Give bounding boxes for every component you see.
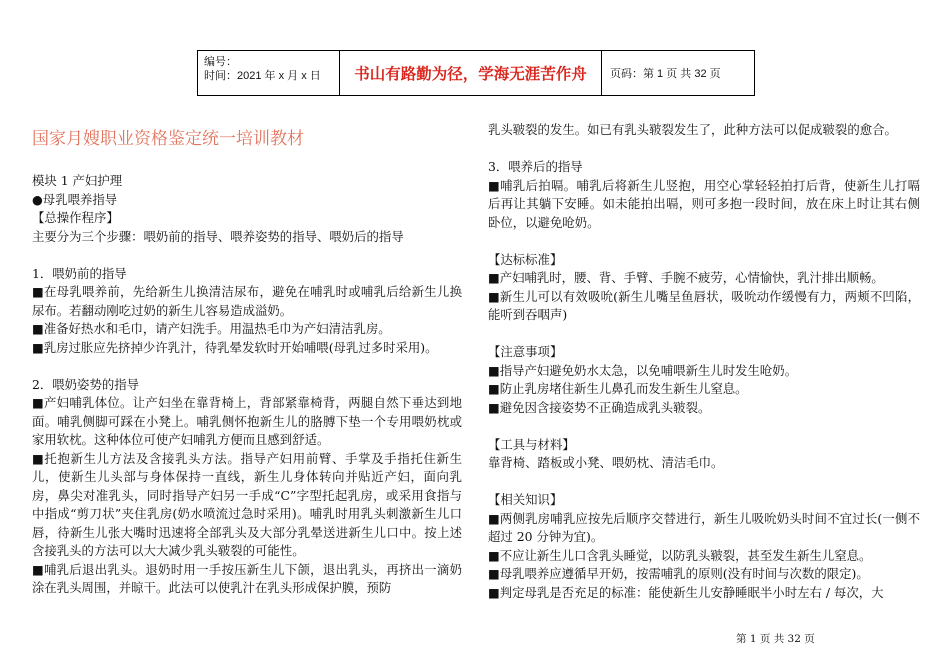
list-item: ■ 不应让新生儿口含乳头睡觉，以防乳头皲裂，甚至发生新生儿窒息。 — [488, 547, 920, 566]
list-item: ■ 新生儿可以有效吸吮(新生儿嘴呈鱼唇状，吸吮动作缓慢有力，两颊不凹陷，能听到吞咽声) — [488, 288, 920, 325]
section-heading: 2．喂奶姿势的指导 — [32, 376, 140, 392]
motto: 书山有路勤为径，学海无涯苦作舟 — [340, 51, 602, 95]
list-item: ■ 防止乳房堵住新生儿鼻孔而发生新生儿窒息。 — [488, 380, 920, 399]
list-item: ■ 准备好热水和毛巾，请产妇洗手。用温热毛巾为产妇清洁乳房。 — [32, 320, 462, 339]
section-heading: 3．喂养后的指导 — [488, 159, 583, 174]
list-item: ■ 产妇哺乳时，腰、背、手臂、手腕不疲劳，心情愉快，乳汁排出顺畅。 — [488, 269, 920, 288]
list-item: ■ 乳房过胀应先挤掉少许乳汁，待乳晕发软时开始哺喂(母乳过多时采用)。 — [32, 339, 462, 358]
list-item: ■ 托抱新生儿方法及含接乳头方法。指导产妇用前臂、手掌及手指托住新生儿，使新生儿头部与身体保持一直线，新生儿身体转向并贴近产妇，面向乳房，鼻尖对准乳头，同时指导产妇另一手成“C”字型托起乳房，或采用食指与中指成“剪刀状”夹住乳房(奶水喷流过急时采用)。哺乳时用乳头刺激新生儿口唇，待新生儿张大嘴时迅速将全部乳头及大部分乳晕送进新生儿口中。按上述含接乳头的方法可以大大减少乳头皲裂的可能性。 — [32, 450, 462, 561]
notes-heading: 【注意事项】 — [488, 344, 563, 359]
tools-text: 靠背椅、踏板或小凳、喂奶枕、清洁毛巾。 — [488, 455, 724, 470]
list-item: ■ 两侧乳房哺乳应按先后顺序交替进行，新生儿吸吮奶头时间不宜过长(一侧不超过 20 分钟为宜)。 — [488, 510, 920, 547]
standard-heading: 【达标标准】 — [488, 251, 563, 267]
list-item: ■ 母乳喂养应遵循早开奶，按需哺乳的原则(没有时间与次数的限定)。 — [488, 565, 920, 584]
section-heading: 1．喂奶前的指导 — [32, 265, 127, 281]
procedure-text: 主要分为三个步骤：喂奶前的指导、喂养姿势的指导、喂奶后的指导 — [32, 228, 404, 244]
page-footer: 第 1 页 共 32 页 — [736, 633, 815, 645]
list-item: ■ 避免因含接姿势不正确造成乳头皲裂。 — [488, 399, 920, 418]
page-info: 页码：第 1 页 共 32 页 — [610, 68, 721, 80]
id-label: 编号： — [204, 56, 237, 68]
topic-heading: ●母乳喂养指导 — [32, 191, 118, 207]
date-line: 时间：2021 年 x 月 x 日 — [204, 70, 321, 82]
procedure-heading: 【总操作程序】 — [32, 210, 119, 225]
list-item: ■ 哺乳后退出乳头。退奶时用一手按压新生儿下颌，退出乳头，再挤出一滴奶涂在乳头周围，并晾干。此法可以使乳汁在乳头形成保护膜，预防 — [32, 561, 462, 598]
left-column — [32, 128, 462, 598]
list-item: ■ 判定母乳是否充足的标准：能使新生儿安静睡眠半小时左右 / 每次，大 — [488, 584, 920, 603]
header-meta — [198, 51, 340, 95]
knowledge-heading: 【相关知识】 — [488, 492, 563, 507]
continued-text: 乳头皲裂的发生。如已有乳头皲裂发生了，此种方法可以促成皲裂的愈合。 — [488, 122, 897, 137]
header-table — [197, 50, 755, 96]
module-heading: 模块 1 产妇护理 — [32, 173, 123, 188]
right-column — [488, 121, 920, 602]
list-item: ■ 产妇哺乳体位。让产妇坐在靠背椅上，背部紧靠椅背，两腿自然下垂达到地面。哺乳侧脚可踩在小凳上。哺乳侧怀抱新生儿的胳膊下垫一个专用喂奶枕或家用软枕。这种体位可使产妇哺乳方便而且感到舒适。 — [32, 394, 462, 450]
tools-heading: 【工具与材料】 — [488, 436, 575, 452]
list-item: ■ 在母乳喂养前，先给新生儿换清洁尿布，避免在哺乳时或哺乳后给新生儿换尿布。若翻动刚吃过奶的新生儿容易造成溢奶。 — [32, 283, 462, 320]
document-title: 国家月嫂职业资格鉴定统一培训教材 — [32, 129, 304, 149]
list-item: ■ 哺乳后拍嗝。哺乳后将新生儿竖抱，用空心掌轻轻拍打后背，使新生儿打嗝后再让其躺下安睡。如未能拍出嗝，则可多抱一段时间，放在床上时让其右侧卧位，以避免呛奶。 — [488, 177, 920, 233]
list-item: ■ 指导产妇避免奶水太急，以免哺喂新生儿时发生呛奶。 — [488, 362, 920, 381]
